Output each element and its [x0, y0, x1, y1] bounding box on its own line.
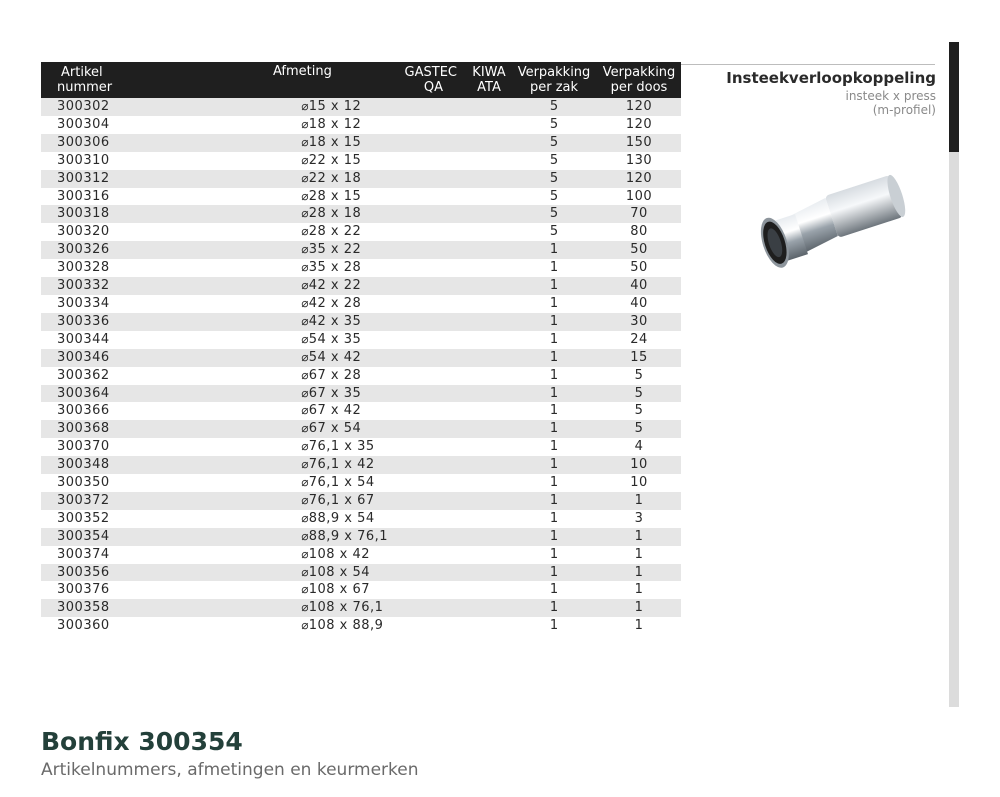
product-table-container	[41, 62, 681, 635]
table-row	[41, 98, 681, 116]
table-row	[41, 385, 681, 403]
cell-afmeting	[161, 599, 384, 617]
afmeting-value: 15 x 12	[308, 99, 362, 114]
cell-per-zak: 1	[549, 475, 559, 491]
cell-afmeting	[161, 205, 371, 223]
table-row	[41, 188, 681, 206]
afmeting-value: 88,9 x 76,1	[308, 528, 389, 544]
cell-gastec	[371, 367, 461, 385]
cell-per-doos: 150	[597, 134, 681, 152]
cell-kiwa	[461, 581, 511, 599]
diameter-icon: ⌀	[301, 116, 309, 131]
cell-per-doos: 5	[597, 420, 681, 438]
cell-afmeting	[161, 492, 375, 510]
cell-artikel: 300368	[41, 420, 161, 438]
cell-per-zak: 5	[511, 98, 597, 116]
cell-per-doos: 10	[630, 475, 648, 491]
table-row	[41, 438, 681, 456]
cell-artikel: 300366	[57, 403, 110, 419]
cell-gastec	[371, 277, 461, 295]
cell-kiwa	[461, 599, 511, 617]
cell-gastec	[371, 152, 461, 170]
table-row	[41, 295, 681, 313]
diameter-icon: ⌀	[301, 385, 309, 400]
table-row	[41, 510, 681, 528]
cell-afmeting	[161, 528, 389, 546]
cell-per-zak: 1	[511, 313, 597, 331]
cell-afmeting	[161, 474, 375, 492]
diameter-icon: ⌀	[301, 152, 309, 167]
product-subtitle-profile: (m-profiel)	[872, 103, 936, 117]
diameter-icon: ⌀	[301, 295, 309, 310]
cell-gastec	[371, 492, 461, 510]
table-row	[41, 134, 681, 152]
cell-kiwa	[461, 116, 511, 134]
cell-per-zak: 1	[549, 295, 559, 311]
table-row	[41, 528, 681, 546]
cell-artikel: 300312	[41, 170, 161, 188]
header-divider-line	[681, 64, 935, 65]
cell-kiwa	[461, 492, 511, 510]
header-ata: ATA	[477, 80, 501, 95]
cell-artikel: 300336	[41, 313, 161, 331]
cell-artikel: 300334	[57, 295, 110, 311]
table-row	[41, 331, 681, 349]
cell-afmeting	[161, 331, 371, 349]
header-kiwa: KIWA	[472, 65, 506, 80]
cell-per-zak: 1	[549, 260, 559, 276]
header-qa: QA	[423, 80, 443, 95]
header-gastec: GASTEC	[404, 65, 457, 80]
cell-gastec	[371, 581, 461, 599]
cell-gastec	[371, 295, 461, 313]
afmeting-value: 35 x 28	[308, 260, 362, 276]
cell-per-doos: 3	[634, 510, 644, 526]
cell-afmeting	[161, 259, 371, 277]
diameter-icon: ⌀	[301, 528, 309, 543]
cell-gastec	[371, 170, 461, 188]
diameter-icon: ⌀	[301, 546, 309, 561]
cell-afmeting	[161, 170, 371, 188]
diameter-icon: ⌀	[301, 403, 309, 418]
cell-artikel: 300344	[57, 331, 110, 347]
afmeting-value: 28 x 18	[308, 206, 362, 222]
cell-per-doos: 24	[630, 331, 648, 347]
table-row	[41, 599, 681, 617]
cell-gastec	[371, 617, 461, 635]
afmeting-value: 108 x 76,1	[308, 600, 384, 616]
cell-artikel: 300356	[41, 564, 161, 582]
cell-kiwa	[461, 385, 511, 403]
cell-per-zak: 1	[549, 510, 559, 526]
header-kiwa-ata	[461, 62, 511, 98]
cell-per-zak: 1	[549, 618, 559, 634]
cell-afmeting	[161, 367, 371, 385]
cell-artikel: 300370	[57, 439, 110, 455]
cell-per-zak: 1	[549, 367, 559, 383]
afmeting-value: 76,1 x 67	[308, 492, 375, 508]
cell-per-doos: 130	[625, 152, 653, 168]
cell-kiwa	[461, 438, 511, 456]
afmeting-value: 18 x 12	[308, 116, 362, 132]
cell-per-zak: 5	[511, 205, 597, 223]
reducer-coupling-icon	[735, 168, 925, 288]
cell-per-doos: 120	[597, 170, 681, 188]
cell-per-doos: 10	[597, 456, 681, 474]
cell-gastec	[371, 134, 461, 152]
afmeting-value: 76,1 x 35	[308, 439, 375, 455]
afmeting-value: 67 x 28	[308, 367, 362, 383]
cell-gastec	[371, 402, 461, 420]
cell-afmeting	[161, 116, 371, 134]
cell-per-zak: 1	[511, 420, 597, 438]
cell-per-doos: 5	[634, 367, 644, 383]
afmeting-value: 108 x 88,9	[308, 618, 384, 634]
cell-afmeting	[161, 98, 371, 116]
cell-gastec	[371, 564, 461, 582]
cell-per-zak: 1	[511, 241, 597, 259]
afmeting-value: 54 x 35	[308, 331, 362, 347]
cell-kiwa	[461, 367, 511, 385]
diameter-icon: ⌀	[301, 260, 309, 275]
afmeting-value: 76,1 x 54	[308, 475, 375, 491]
afmeting-value: 67 x 35	[308, 385, 362, 401]
header-artikel-nummer	[41, 62, 161, 98]
cell-per-doos: 70	[597, 205, 681, 223]
cell-gastec	[371, 599, 461, 617]
diameter-icon: ⌀	[301, 618, 309, 633]
cell-per-doos: 5	[597, 385, 681, 403]
table-row	[41, 241, 681, 259]
cell-kiwa	[461, 134, 511, 152]
cell-afmeting	[161, 223, 371, 241]
afmeting-value: 18 x 15	[308, 134, 362, 150]
product-title: Insteekverloopkoppeling	[726, 69, 936, 87]
product-table	[41, 62, 681, 635]
footer-title: Bonfix 300354	[41, 727, 243, 756]
diameter-icon: ⌀	[301, 349, 309, 364]
product-subtitle: insteek x press	[845, 89, 936, 103]
cell-per-zak: 5	[549, 224, 559, 240]
cell-artikel: 300304	[57, 116, 110, 132]
cell-kiwa	[461, 98, 511, 116]
table-row	[41, 205, 681, 223]
diameter-icon: ⌀	[301, 510, 309, 525]
cell-gastec	[371, 259, 461, 277]
cell-gastec	[371, 331, 461, 349]
cell-kiwa	[461, 510, 511, 528]
header-afmeting: Afmeting	[161, 62, 371, 98]
table-row	[41, 420, 681, 438]
cell-afmeting	[161, 349, 371, 367]
afmeting-value: 28 x 22	[308, 224, 362, 240]
cell-per-zak: 1	[549, 403, 559, 419]
cell-afmeting	[161, 295, 371, 313]
cell-artikel: 300326	[41, 241, 161, 259]
afmeting-value: 35 x 22	[308, 242, 362, 258]
cell-per-zak: 5	[511, 170, 597, 188]
cell-kiwa	[461, 617, 511, 635]
header-per-doos	[597, 62, 681, 98]
table-row	[41, 474, 681, 492]
cell-kiwa	[461, 188, 511, 206]
table-row	[41, 170, 681, 188]
cell-afmeting	[161, 277, 371, 295]
cell-per-doos: 1	[634, 546, 644, 562]
afmeting-value: 42 x 22	[308, 278, 362, 294]
cell-artikel: 300358	[41, 599, 161, 617]
header-nummer: nummer	[57, 80, 113, 95]
cell-gastec	[371, 456, 461, 474]
cell-per-zak: 1	[549, 331, 559, 347]
cell-afmeting	[161, 510, 375, 528]
cell-kiwa	[461, 241, 511, 259]
cell-per-zak: 1	[511, 599, 597, 617]
header-artikel: Artikel	[61, 65, 103, 80]
cell-kiwa	[461, 205, 511, 223]
cell-kiwa	[461, 313, 511, 331]
table-row	[41, 617, 681, 635]
afmeting-value: 76,1 x 42	[308, 457, 375, 473]
afmeting-value: 42 x 28	[308, 295, 362, 311]
header-per-zak	[511, 62, 597, 98]
cell-kiwa	[461, 277, 511, 295]
diameter-icon: ⌀	[301, 170, 309, 185]
table-row	[41, 313, 681, 331]
cell-artikel: 300350	[57, 475, 110, 491]
header-verpakking-doos: Verpakking	[602, 65, 676, 80]
cell-per-doos: 1	[597, 564, 681, 582]
afmeting-value: 22 x 15	[308, 152, 362, 168]
afmeting-value: 22 x 18	[308, 170, 362, 186]
footer-subtitle: Artikelnummers, afmetingen en keurmerken	[41, 760, 419, 780]
cell-per-zak: 1	[511, 385, 597, 403]
cell-artikel: 300348	[41, 456, 161, 474]
afmeting-value: 108 x 42	[308, 546, 371, 562]
header-zak: per zak	[529, 80, 579, 95]
cell-per-zak: 5	[549, 152, 559, 168]
cell-per-doos: 1	[597, 599, 681, 617]
cell-artikel: 300364	[41, 385, 161, 403]
table-row	[41, 223, 681, 241]
cell-per-doos: 50	[630, 260, 648, 276]
table-row	[41, 581, 681, 599]
cell-afmeting	[161, 188, 371, 206]
cell-artikel: 300352	[57, 510, 110, 526]
cell-gastec	[371, 349, 461, 367]
cell-kiwa	[461, 259, 511, 277]
cell-afmeting	[161, 420, 371, 438]
afmeting-value: 67 x 42	[308, 403, 362, 419]
table-row	[41, 259, 681, 277]
page-edge-bar-dark	[949, 42, 959, 152]
cell-afmeting	[161, 134, 371, 152]
cell-per-zak: 1	[511, 349, 597, 367]
afmeting-value: 108 x 67	[308, 582, 371, 598]
cell-per-doos: 1	[597, 492, 681, 510]
diameter-icon: ⌀	[301, 224, 309, 239]
cell-per-doos: 40	[597, 277, 681, 295]
diameter-icon: ⌀	[301, 331, 309, 346]
cell-gastec	[371, 98, 461, 116]
cell-kiwa	[461, 349, 511, 367]
cell-per-doos: 120	[597, 98, 681, 116]
page-edge-bar-light	[949, 152, 959, 707]
cell-per-zak: 1	[511, 492, 597, 510]
cell-kiwa	[461, 295, 511, 313]
diameter-icon: ⌀	[301, 134, 309, 149]
cell-kiwa	[461, 546, 511, 564]
table-row	[41, 277, 681, 295]
cell-artikel: 300376	[57, 582, 110, 598]
table-row	[41, 402, 681, 420]
cell-artikel: 300362	[57, 367, 110, 383]
cell-per-zak: 1	[511, 564, 597, 582]
cell-gastec	[371, 223, 461, 241]
diameter-icon: ⌀	[301, 242, 309, 257]
cell-artikel: 300328	[57, 260, 110, 276]
table-row	[41, 492, 681, 510]
afmeting-value: 28 x 15	[308, 188, 362, 204]
cell-kiwa	[461, 402, 511, 420]
cell-per-doos: 80	[630, 224, 648, 240]
diameter-icon: ⌀	[301, 313, 309, 328]
afmeting-value: 88,9 x 54	[308, 510, 375, 526]
diameter-icon: ⌀	[301, 457, 309, 472]
cell-artikel: 300372	[41, 492, 161, 510]
cell-artikel: 300306	[41, 134, 161, 152]
cell-per-doos: 100	[625, 188, 653, 204]
cell-gastec	[371, 205, 461, 223]
cell-kiwa	[461, 420, 511, 438]
header-verpakking-zak: Verpakking	[517, 65, 591, 80]
diameter-icon: ⌀	[301, 492, 309, 507]
table-row	[41, 367, 681, 385]
cell-afmeting	[161, 241, 371, 259]
diameter-icon: ⌀	[301, 475, 309, 490]
cell-artikel: 300360	[57, 618, 110, 634]
table-row	[41, 546, 681, 564]
cell-gastec	[371, 510, 461, 528]
cell-kiwa	[461, 528, 511, 546]
cell-kiwa	[461, 152, 511, 170]
afmeting-value: 42 x 35	[308, 313, 362, 329]
diameter-icon: ⌀	[301, 421, 309, 436]
cell-per-zak: 1	[549, 546, 559, 562]
cell-artikel: 300302	[41, 98, 161, 116]
table-row	[41, 349, 681, 367]
cell-afmeting	[161, 402, 371, 420]
cell-gastec	[371, 188, 461, 206]
cell-artikel: 300346	[41, 349, 161, 367]
cell-afmeting	[161, 617, 384, 635]
cell-per-zak: 1	[511, 456, 597, 474]
cell-kiwa	[461, 331, 511, 349]
cell-artikel: 300354	[41, 528, 161, 546]
afmeting-value: 108 x 54	[308, 564, 371, 580]
diameter-icon: ⌀	[301, 564, 309, 579]
cell-per-zak: 1	[549, 439, 559, 455]
cell-kiwa	[461, 170, 511, 188]
cell-per-doos: 1	[597, 528, 681, 546]
diameter-icon: ⌀	[301, 600, 309, 615]
afmeting-value: 67 x 54	[308, 421, 362, 437]
cell-per-zak: 5	[511, 134, 597, 152]
table-row	[41, 116, 681, 134]
cell-per-doos: 1	[634, 618, 644, 634]
cell-artikel: 300316	[57, 188, 110, 204]
diameter-icon: ⌀	[301, 582, 309, 597]
cell-artikel: 300320	[57, 224, 110, 240]
table-header	[41, 62, 681, 98]
header-doos: per doos	[610, 80, 668, 95]
cell-per-doos: 120	[625, 116, 653, 132]
cell-gastec	[371, 116, 461, 134]
cell-per-doos: 40	[630, 295, 648, 311]
cell-per-zak: 1	[511, 277, 597, 295]
table-row	[41, 152, 681, 170]
cell-kiwa	[461, 223, 511, 241]
cell-afmeting	[161, 385, 371, 403]
diameter-icon: ⌀	[301, 206, 309, 221]
cell-gastec	[371, 385, 461, 403]
cell-gastec	[371, 313, 461, 331]
cell-per-doos: 50	[597, 241, 681, 259]
cell-per-zak: 1	[549, 582, 559, 598]
cell-gastec	[371, 420, 461, 438]
cell-per-doos: 5	[634, 403, 644, 419]
table-row	[41, 456, 681, 474]
cell-gastec	[371, 438, 461, 456]
diameter-icon: ⌀	[301, 367, 309, 382]
diameter-icon: ⌀	[301, 99, 309, 113]
diameter-icon: ⌀	[301, 278, 309, 293]
table-body	[41, 98, 681, 635]
cell-gastec	[371, 474, 461, 492]
cell-per-doos: 4	[634, 439, 644, 455]
cell-afmeting	[161, 546, 371, 564]
cell-kiwa	[461, 456, 511, 474]
cell-afmeting	[161, 581, 371, 599]
cell-per-zak: 5	[549, 188, 559, 204]
cell-afmeting	[161, 152, 371, 170]
cell-artikel: 300318	[41, 205, 161, 223]
cell-per-doos: 30	[597, 313, 681, 331]
cell-per-doos: 1	[634, 582, 644, 598]
diameter-icon: ⌀	[301, 188, 309, 203]
cell-artikel: 300374	[57, 546, 110, 562]
cell-afmeting	[161, 456, 375, 474]
cell-artikel: 300310	[57, 152, 110, 168]
cell-per-doos: 15	[597, 349, 681, 367]
cell-per-zak: 5	[549, 116, 559, 132]
cell-afmeting	[161, 438, 375, 456]
afmeting-value: 54 x 42	[308, 349, 362, 365]
diameter-icon: ⌀	[301, 439, 309, 454]
cell-kiwa	[461, 564, 511, 582]
table-row	[41, 564, 681, 582]
cell-kiwa	[461, 474, 511, 492]
cell-gastec	[371, 241, 461, 259]
cell-per-zak: 1	[511, 528, 597, 546]
header-gastec-qa	[371, 62, 461, 98]
cell-gastec	[371, 546, 461, 564]
cell-afmeting	[161, 564, 371, 582]
cell-artikel: 300332	[41, 277, 161, 295]
cell-afmeting	[161, 313, 371, 331]
